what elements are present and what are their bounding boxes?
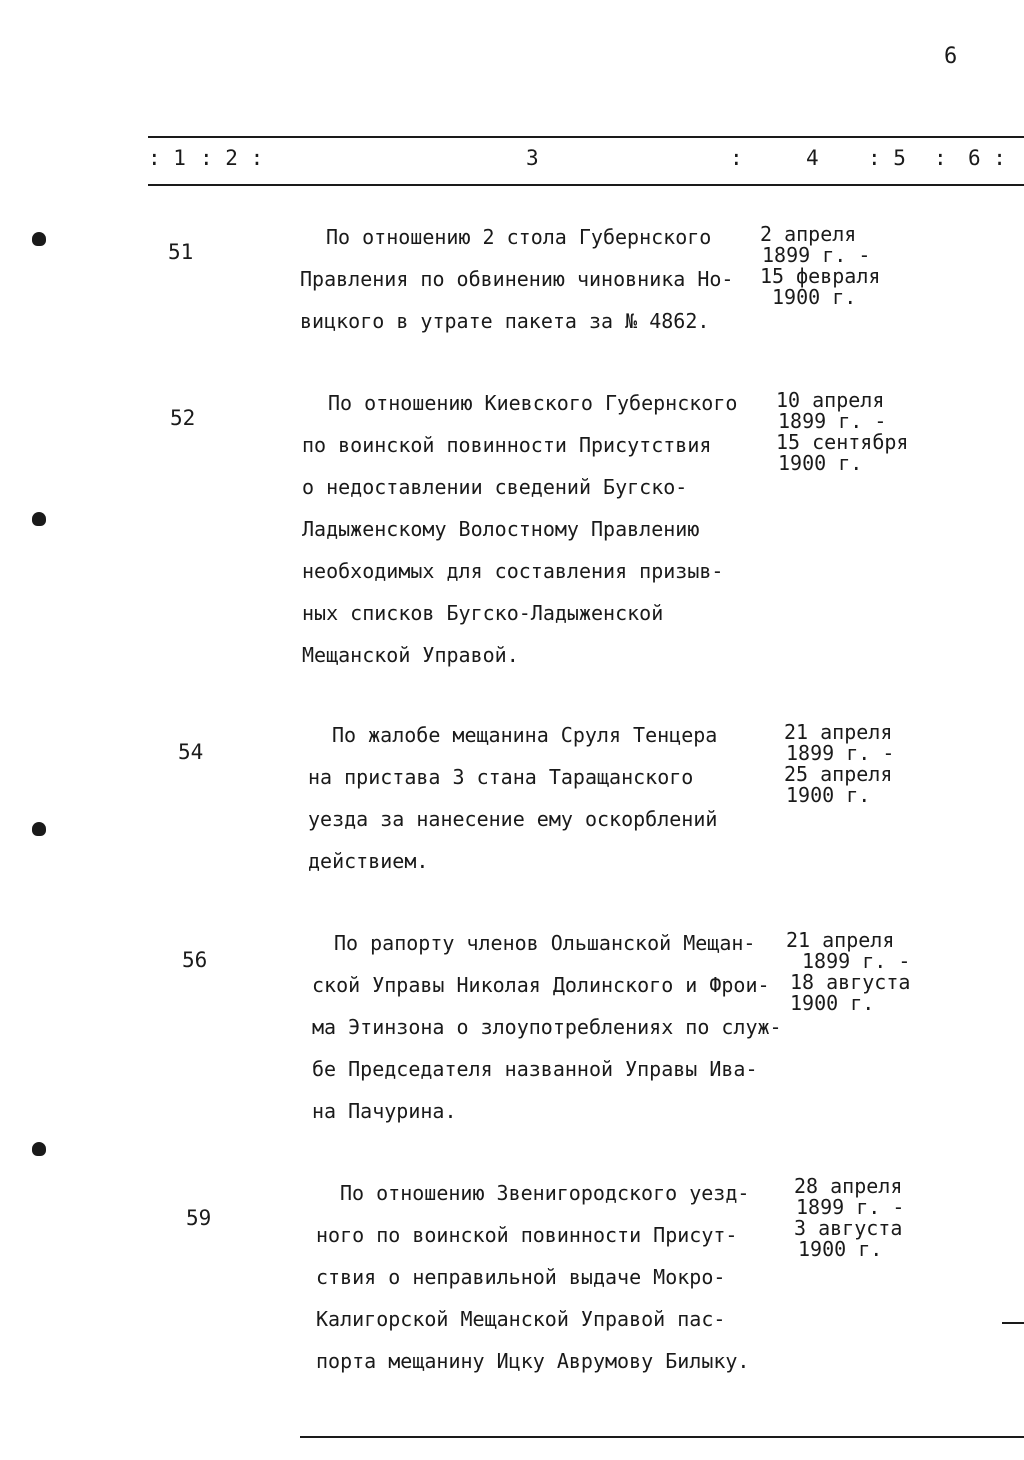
record-dates	[784, 722, 894, 806]
page-number: 6	[944, 44, 958, 69]
footer-rule	[300, 1436, 1024, 1438]
date-end-day: 3 августа	[794, 1216, 903, 1240]
punch-hole-mark	[32, 822, 46, 836]
record-title-line: По жалобе мещанина Сруля Тенцера	[332, 723, 718, 747]
record-title-line: ской Управы Николая Долинского и Фрои-	[312, 973, 770, 997]
record-title	[300, 216, 733, 342]
record-title	[316, 1172, 749, 1382]
record-number: 59	[186, 1206, 212, 1230]
date-start-year: 1899 г. -	[786, 741, 895, 765]
record-title-line: о недоставлении сведений Бугско-	[302, 475, 688, 499]
record-number: 56	[182, 948, 208, 972]
column-separator: :	[730, 146, 743, 170]
record-title-line: ствия о неправильной выдаче Мокро-	[316, 1265, 726, 1289]
record-title-line: вицкого в утрате пакета за № 4862.	[300, 309, 710, 333]
date-end-year: 1900 г.	[786, 783, 871, 807]
punch-hole-mark	[32, 1142, 46, 1156]
column-header-4: 4	[806, 146, 819, 170]
punch-hole-mark	[32, 512, 46, 526]
record-title-line: уезда за нанесение ему оскорблений	[308, 807, 718, 831]
column-header-row	[148, 146, 1024, 176]
date-start-year: 1899 г. -	[778, 409, 887, 433]
date-start-year: 1899 г. -	[802, 949, 911, 973]
record-dates	[776, 390, 908, 474]
date-end-year: 1900 г.	[778, 451, 863, 475]
date-start-day: 21 апреля	[784, 720, 893, 744]
record-dates	[794, 1176, 904, 1260]
record-title-line: По отношению 2 стола Губернского	[326, 225, 712, 249]
record-title	[308, 714, 717, 882]
record-title-line: на пристава 3 стана Таращанского	[308, 765, 694, 789]
record-title-line: ма Этинзона о злоупотреблениях по служ-	[312, 1015, 782, 1039]
column-header-1: : 1	[148, 146, 186, 170]
record-title-line: По рапорту членов Ольшанской Мещан-	[334, 931, 756, 955]
record-title-line: ного по воинской повинности Присут-	[316, 1223, 738, 1247]
record-number: 54	[178, 740, 204, 764]
date-end-year: 1900 г.	[798, 1237, 883, 1261]
record-title-line: действием.	[308, 849, 429, 873]
column-header-5: : 5	[868, 146, 906, 170]
record-title-line: Правления по обвинению чиновника Но-	[300, 267, 734, 291]
date-start-year: 1899 г. -	[796, 1195, 905, 1219]
record-dates	[760, 224, 880, 308]
date-end-day: 15 сентября	[776, 430, 909, 454]
column-header-3: 3	[526, 146, 539, 170]
record-dates	[786, 930, 910, 1014]
record-number: 52	[170, 406, 196, 430]
record-title-line: по воинской повинности Присутствия	[302, 433, 712, 457]
record-title-line: на Пачурина.	[312, 1099, 457, 1123]
date-start-day: 28 апреля	[794, 1174, 903, 1198]
record-title-line: необходимых для составления призыв-	[302, 559, 724, 583]
record-title-line: Калигорской Мещанской Управой пас-	[316, 1307, 726, 1331]
record-number: 51	[168, 240, 194, 264]
record-title-line: Мещанской Управой.	[302, 643, 519, 667]
column-separator: :	[934, 146, 947, 170]
record-title-line: ных списков Бугско-Ладыженской	[302, 601, 664, 625]
date-start-day: 2 апреля	[760, 222, 857, 246]
date-start-day: 21 апреля	[786, 928, 895, 952]
record-title-line: По отношению Киевского Губернского	[328, 391, 738, 415]
record-title-line: бе Председателя названной Управы Ива-	[312, 1057, 758, 1081]
header-bottom-rule	[148, 184, 1024, 186]
record-title-line: По отношению Звенигородского уезд-	[340, 1181, 750, 1205]
column-header-6: 6 :	[968, 146, 1006, 170]
edge-mark	[1002, 1322, 1024, 1324]
date-end-day: 15 февраля	[760, 264, 881, 288]
date-end-day: 25 апреля	[784, 762, 893, 786]
record-title	[312, 922, 782, 1132]
column-header-2: : 2 :	[200, 146, 264, 170]
record-title	[302, 382, 737, 676]
punch-hole-mark	[32, 232, 46, 246]
date-start-year: 1899 г. -	[762, 243, 871, 267]
header-top-rule	[148, 136, 1024, 138]
date-start-day: 10 апреля	[776, 388, 885, 412]
record-title-line: порта мещанину Ицку Аврумову Билыку.	[316, 1349, 750, 1373]
date-end-day: 18 августа	[790, 970, 911, 994]
record-title-line: Ладыженскому Волостному Правлению	[302, 517, 700, 541]
date-end-year: 1900 г.	[790, 991, 875, 1015]
date-end-year: 1900 г.	[772, 285, 857, 309]
